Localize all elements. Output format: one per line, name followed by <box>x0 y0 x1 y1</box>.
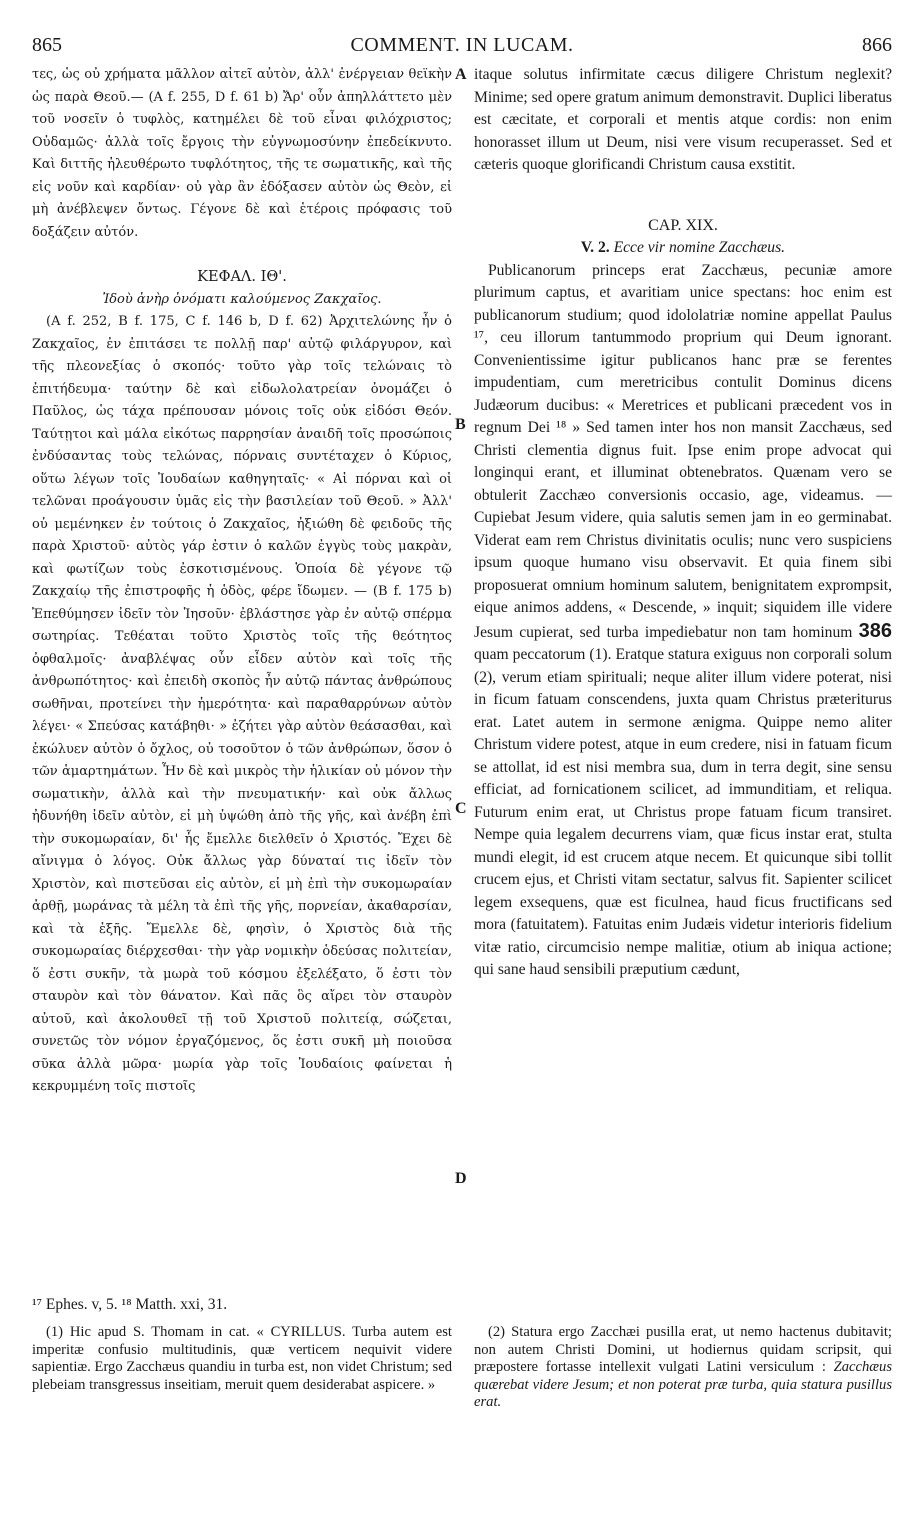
running-title: COMMENT. IN LUCAM. <box>350 34 574 56</box>
footnote-2-part-a: (2) Statura ergo Zacchæi pusilla erat, ut nemo hactenus dubitavit; non autem Christi Domini, ut hodiernus quidam scripsit, qui præpostere fortasse intellexit vulgati Latini versiculum : <box>474 1324 892 1375</box>
greek-column <box>32 64 452 1099</box>
page-header <box>32 34 892 58</box>
greek-paragraph-1: τες, ὡς οὐ χρήματα μᾶλλον αἰτεῖ αὐτὸν, ἀλλ' ἐνέργειαν θεϊκὴν ὡς παρὰ Θεοῦ.— (A f. 255, D f. 61 b) Ἄρ' οὖν ἀπηλλάττετο μὲν τοῦ νοσεῖν ὁ τυφλὸς, κατημέλει δὲ τοῦ εἶναι φιλόχριστος; Οὐδαμῶς· ἀλλὰ τοῖς ἔργοις τὴν εὐγνωμοσύνην ἐπεδείκνυτο. Καὶ διττῆς ἠλευθέρωτο τυφλότητος, τῆς τε σωματικῆς, καὶ τῆς εἰς νοῦν καὶ καρδίαν· οὐ γὰρ ἂν ἐδόξασεν αὐτὸν ὡς Θεὸν, εἰ μὴ ἀνέβλεψεν ὄντως. Γέγονε δὲ καὶ ἑτέροις πρόφασις τοῦ δοξάζειν αὐτόν. <box>32 67 452 240</box>
scripture-references: ¹⁷ Ephes. v, 5. ¹⁸ Matth. xxi, 31. <box>32 1296 228 1313</box>
latin-paragraph-2-part-a: Publicanorum princeps erat Zacchæus, pecuniæ amore plurimum captus, et avaritiam unice spectans: hoc enim est publicanorum studium; quod idololatriæ nomine appellat Paulus ¹⁷, ceu illorum tantummodo proprium qui Deum ignorant. Convenientissime igitur publicanos hanc præ se ferentes impudentiam, cum meretricibus contulit Dominus dicens Judæorum ducibus: « Meretrices et publicani præcedent vos in regnum Dei ¹⁸ » Sed tamen inter hos non mansit Zacchæus, sed Christi clementia dignus fuit. Ipse enim prope advocat qui longinqui erant, et illuminat obtenebratos. Quænam vero se obtulerit Zacchæo conversionis occasio, age, videamus. — Cupiebat Jesum videre, quia salutis semen jam in eo germinabat. Viderat eam rem Christus divinitatis oculis; nunc vero suspiciens ipsum quoque humano visu observavit. Et quia finem sibi proposuerat omnium hominum salutem, benignitatem exprompsit, eique animos addens, « Descende, » inquit; siquidem ille videre Jesum cupierat, sed turba impediebatur non tam hominum <box>474 261 892 641</box>
latin-paragraph-2-part-b: quam peccatorum (1). Eratque statura exiguus non corporali solum (2), verum etiam spirituali; neque aliter illum videre poterat, nisi in ficum fatuam conscendens, juxta quam Christus præteriturus erat. Latet autem in sermone ænigma. Quippe nemo aliter Christum videre potest, atque in eum credere, nisi in fatuam ficum se attollat, id est nisi membra sua, dum in terra degit, sine sensu efficiat, ad fornicationem scilicet, ad immunditiam, et reliqua. Futurum enim erat, ut Christus prope fatuam ficum transiret. Nempe quia legalem decurrens viam, quæ ficus instar erat, stulta mundi elegit, id est crucem atque necem. Et quicunque sibi tollit crucem ejus, et Christi vitam sectatur, salvus fit. Sapienter scilicet legem exsequens, quæ est ficulnea, haud ficus fructificans sed mora (fatuitatem). Fatuitas enim Judæis videtur interioris fidelium vitæ ratio, circumcisio nempe malitiæ, otium ab iniqua actione; qui sane haud sensibili præputium cædunt, <box>474 646 892 978</box>
latin-paragraph-2 <box>474 260 892 982</box>
latin-paragraph-1: itaque solutus infirmitate cæcus diligere Christum neglexit? Minime; sed opere gratum animum demonstravit. Duplici liberatus est cæcitate, et corporali et mentis atque cordis: non enim honorasset illum ut Deum, nisi vere visum recuperasset. Sed et cæteris quoque glorificandi Christum causa exstitit. <box>474 66 892 173</box>
verse-number: V. 2. <box>580 239 610 256</box>
greek-verse-heading: Ἰδοὺ ἀνὴρ ὀνόματι καλούμενος Ζακχαῖος. <box>102 291 382 307</box>
greek-paragraph-2: (A f. 252, B f. 175, C f. 146 b, D f. 62) Ἀρχιτελώνης ἦν ὁ Ζακχαῖος, ἐν ἐπιτάσει τε πολλῇ παρ' αὐτῷ φιλάργυρον, καὶ τῆς πλεονεξίας ὁ σκοπός· τοῦτο γὰρ τοῖς τελώναις τὸ ἐπιτήδευμα· ταύτην δὲ καὶ εἰδωλολατρείαν ὀνομάζει ὁ Παῦλος, ὡς τάχα πρέπουσαν μόνοις τοῖς οὐκ εἰδόσι Θεόν. Ταύτῃτοι καὶ μάλα εἰκότως παρρησίαν ἀναιδῆ τοῖς προσώποις ἐνδύσαντας τοὺς τελώνας, πόρναις συντέταχεν ὁ Κύριος, οὕτω λέγων τοῖς Ἰουδαίων καθηγηταῖς· « Αἱ πόρναι καὶ οἱ τελῶναι προάγουσιν ὑμᾶς εἰς τὴν βασιλείαν τοῦ Θεοῦ. » Ἀλλ' οὐ μεμένηκεν ἐν τούτοις ὁ Ζακχαῖος, ἠξιώθη δὲ φειδοῦς τῆς παρὰ Χριστοῦ· αὐτὸς γάρ ἐστιν ὁ καλῶν ἐγγὺς τοὺς μακρὰν, καὶ φωτίζων τοὺς ἐσκοτισμένους. Ὁποία δὲ γέγονε τῷ Ζακχαίῳ τῆς ἐπιστροφῆς ἡ ὁδὸς, φέρε ἴδωμεν. — (B f. 175 b) Ἐπεθύμησεν ἰδεῖν τὸν Ἰησοῦν· ἐβλάστησε γὰρ ἐν αὐτῷ σπέρμα σωτηρίας. Τεθέαται τοῦτο Χριστὸς τοῖς τῆς θεότητος ὀφθαλμοῖς· ἀναβλέψας οὖν εἶδεν αὐτὸν καὶ τοῖς τῆς ἀνθρωπότητος· καὶ ἐπειδὴ σκοπὸς ἦν αὐτῷ πάντας ἀνθρώπους σωθῆναι, προτείνει τὴν ἡμερότητα· καὶ παραθαρρύνων αὐτὸν λέγει· « Σπεύσας κατάβηθι· » ἐζήτει γὰρ αὐτὸν θεάσασθαι, καὶ ἐκώλυεν αὐτὸν ὁ ὄχλος, οὐ τοσοῦτον ὁ τῶν ἀνθρώπων, ὅσον ὁ τῶν ἁμαρτημάτων. Ἦν δὲ καὶ μικρὸς τὴν ἡλικίαν οὐ μόνον τὴν σωματικὴν, ἀλλὰ καὶ τὴν πνευματικήν· καὶ οὐκ ἄλλως ἠδυνήθη ἰδεῖν αὐτὸν, εἰ μὴ ὑψώθη ἀπὸ τῆς γῆς, καὶ ἀνέβη ἐπὶ τὴν συκομωραίαν, δι' ἧς ἔμελλε διελθεῖν ὁ Χριστός. Ἔχει δὲ αἴνιγμα ὁ λόγος. Οὐκ ἄλλως γὰρ δύναταί τις ἰδεῖν τὸν Χριστὸν, καὶ πιστεῦσαι εἰς αὐτὸν, εἰ μὴ ἐπὶ τὴν συκομωραίαν ἀρθῇ, μωράνας τὰ μέλη τὰ ἐπὶ τῆς γῆς, πορνείαν, ἀκαθαρσίαν, καὶ τὰ ἑξῆς. Ἔμελλε δὲ, φησὶν, ὁ Χριστὸς διὰ τῆς συκομωραίας διέρχεσθαι· τὴν γὰρ νομικὴν ὁδεύσας πολιτείαν, ὅ ἐστι συκῆν, τὰ μωρὰ τοῦ κόσμου ἐξελέξατο, ὅ ἐστι τὸν σταυρὸν καὶ τὸν θάνατον. Καὶ πᾶς ὃς αἴρει τὸν σταυρὸν αὐτοῦ, καὶ ἀκολουθεῖ τῇ τοῦ Χριστοῦ πολιτείᾳ, σώζεται, συνετῶς τὸν νόμον ἐργαζόμενος, ὅς ἐστι συκῆ μὴ ποιοῦσα σῦκα ἀλλὰ μῶρα· μωρία γὰρ τοῖς Ἰουδαίοις φαίνεται ἡ κεκρυμμένη τοῖς πιστοῖς <box>32 314 452 1094</box>
column-reference-number: 386 <box>858 619 892 642</box>
footnote-2 <box>474 1324 892 1412</box>
footnote-1 <box>32 1324 452 1394</box>
footnote-2-quote: Zacchæus quærebat videre Jesum; et non poterat præ turba, quia statura pusillus erat. <box>474 1359 892 1410</box>
margin-letter-d: D <box>455 1170 467 1187</box>
margin-letter-b: B <box>455 416 466 433</box>
page-number-right: 866 <box>862 34 892 56</box>
latin-verse-heading <box>474 237 892 260</box>
margin-letter-a: A <box>455 66 467 83</box>
verse-text: Ecce vir nomine Zacchæus. <box>613 239 786 256</box>
margin-letter-c: C <box>455 800 467 817</box>
latin-column <box>474 64 892 982</box>
page-number-left: 865 <box>32 34 62 56</box>
footnote-1-text: (1) Hic apud S. Thomam in cat. « CYRILLUS. Turba autem est imperitæ confusio multitudinis, quæ verticem nequivit videre sapientiæ. Ergo Zacchæus quandiu in turba est, non videt Christum; sed plebeiam transgressus inseitiam, meruit quem desiderabat aspicere. » <box>32 1324 452 1393</box>
greek-chapter-heading: ΚΕΦΑΛ. ΙΘ'. <box>197 269 287 285</box>
latin-chapter-heading: CAP. XIX. <box>648 216 718 234</box>
footnote-2-text <box>474 1324 892 1412</box>
